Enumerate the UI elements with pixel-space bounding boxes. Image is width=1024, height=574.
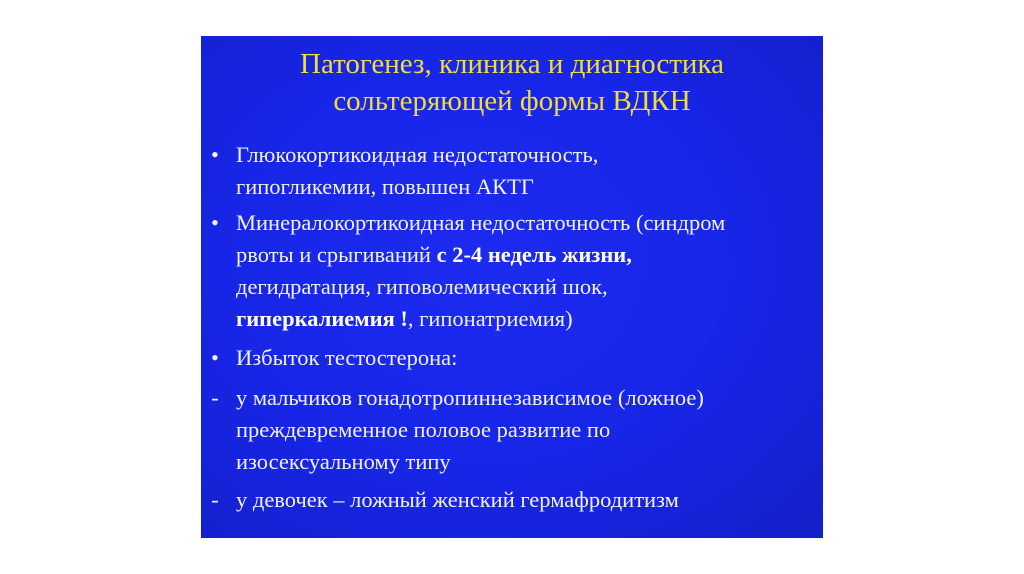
item-text-line: дегидратация, гиповолемический шок,: [236, 274, 608, 299]
item-text-line: [236, 303, 823, 335]
bullet-icon: •: [211, 142, 219, 167]
item-text-line: Минералокортикоидная недостаточность (синдром: [236, 210, 726, 235]
bullet-icon: •: [211, 345, 219, 370]
item-text-line: Глюкокортикоидная недостаточность,: [236, 142, 599, 167]
item-text-line: у мальчиков гонадотропиннезависимое (ложное): [236, 385, 704, 410]
item-text-line: у девочек – ложный женский гермафродитизм: [236, 487, 679, 512]
item-text-line: преждевременное половое развитие по: [236, 417, 611, 442]
item-text-line: [236, 239, 823, 271]
item-text-bold: гиперкалиемия !: [236, 306, 408, 331]
presentation-slide: [201, 36, 823, 538]
bullet-icon: •: [211, 210, 219, 235]
item-text-line: изосексуальному типу: [236, 449, 451, 474]
item-text-line: Избыток тестостерона:: [236, 345, 458, 370]
item-text-bold: с 2-4 недель жизни,: [436, 242, 632, 267]
item-text-segment: рвоты и срыгиваний: [236, 242, 437, 267]
title-line-2: сольтеряющей формы ВДКН: [333, 85, 691, 117]
item-text-segment: , гипонатриемия): [407, 306, 573, 331]
title-line-1: Патогенез, клиника и диагностика: [300, 48, 724, 80]
item-text-line: гипогликемии, повышен АКТГ: [236, 174, 534, 199]
slide-title: [201, 46, 823, 120]
dash-icon: -: [211, 385, 219, 410]
dash-icon: -: [211, 487, 219, 512]
